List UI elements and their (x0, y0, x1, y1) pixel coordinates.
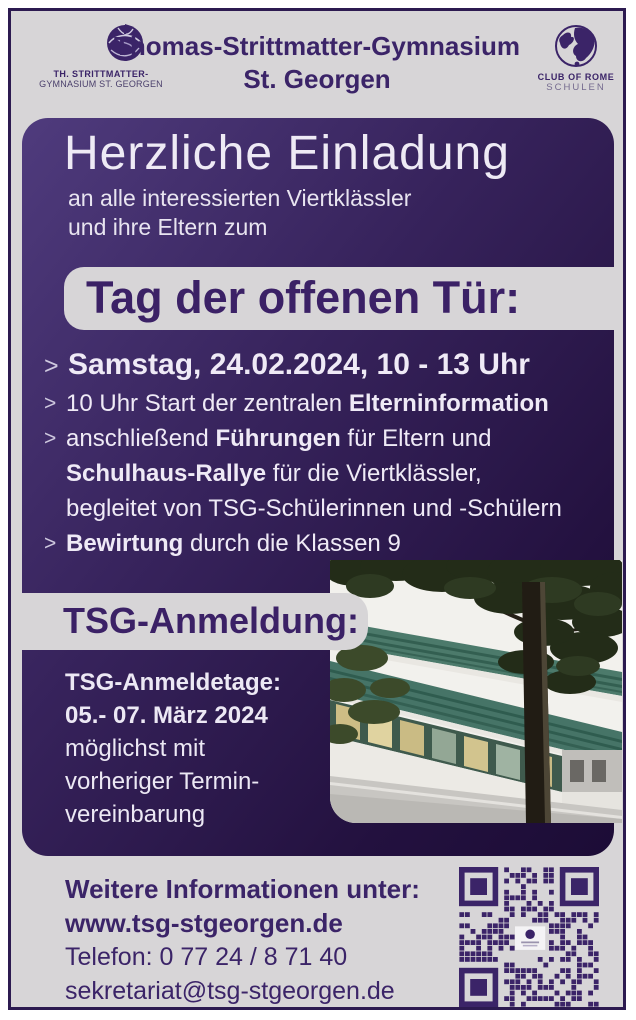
page-title-line1: Thomas-Strittmatter-Gymnasium (114, 31, 520, 61)
event-accompany-line (44, 491, 610, 526)
bullet-marker-icon: > (44, 427, 57, 450)
event-rallye-text: Schulhaus-Rallye für die Viertklässler, (66, 460, 482, 487)
contact-block (65, 872, 420, 1008)
registration-days-label: TSG-Anmeldetage: (65, 669, 282, 696)
event-catering-line (44, 526, 610, 561)
registration-banner (11, 593, 368, 650)
event-catering-text: Bewirtung durch die Klassen 9 (66, 530, 401, 557)
registration-note-line1: möglichst mit (65, 735, 206, 762)
bullet-marker-icon: > (44, 392, 57, 415)
qr-code-icon (459, 867, 599, 1007)
club-of-rome-globe-icon (553, 23, 599, 69)
school-logo-text-line2: GYMNASIUM ST. GEORGEN (39, 79, 163, 89)
club-of-rome-text-line1: CLUB OF ROME (537, 72, 615, 82)
page-title-line2: St. Georgen (243, 64, 391, 94)
invitation-title: Herzliche Einladung (64, 127, 510, 180)
school-logo-text-line1: TH. STRITTMATTER- (53, 69, 149, 79)
bullet-marker-icon: > (44, 532, 57, 555)
open-day-banner-label: Tag der offenen Tür: (86, 272, 521, 323)
invitation-card (22, 118, 614, 856)
event-date-text: Samstag, 24.02.2024, 10 - 13 Uhr (68, 348, 530, 381)
flyer (8, 8, 626, 1010)
event-accompany-text: begleitet von TSG-Schülerinnen und -Schülern (66, 495, 562, 522)
website-text: www.tsg-stgeorgen.de (65, 908, 343, 938)
registration-note-line3: vereinbarung (65, 801, 206, 828)
registration-banner-label: TSG-Anmeldung: (63, 600, 359, 641)
invitation-subtitle (68, 184, 411, 242)
event-date-line (44, 344, 610, 386)
registration-details (65, 666, 281, 831)
school-building-photo (330, 560, 622, 823)
event-info-line (44, 386, 610, 421)
club-of-rome-logo (506, 23, 636, 93)
email-text: sekretariat@tsg-stgeorgen.de (65, 977, 395, 1005)
event-rallye-line (44, 456, 610, 491)
open-day-banner (64, 267, 623, 330)
club-of-rome-text-line2: SCHULEN (546, 82, 606, 93)
event-info-text: 10 Uhr Start der zentralen Elterninformation (66, 390, 549, 417)
invitation-subtitle-line1: an alle interessierten Viertklässler (68, 185, 412, 211)
event-details-list (44, 344, 610, 561)
phone-text: Telefon: 0 77 24 / 8 71 40 (65, 943, 348, 971)
registration-note-line2: vorheriger Termin- (65, 768, 260, 795)
school-building-illustration (330, 560, 622, 823)
event-tours-text: anschließend Führungen für Eltern und (66, 425, 492, 452)
bullet-marker-icon: > (44, 352, 59, 380)
contact-info-label: Weitere Informationen unter: (65, 874, 420, 904)
invitation-subtitle-line2: und ihre Eltern zum (68, 214, 268, 240)
registration-dates: 05.- 07. März 2024 (65, 702, 268, 729)
event-tours-line (44, 421, 610, 456)
